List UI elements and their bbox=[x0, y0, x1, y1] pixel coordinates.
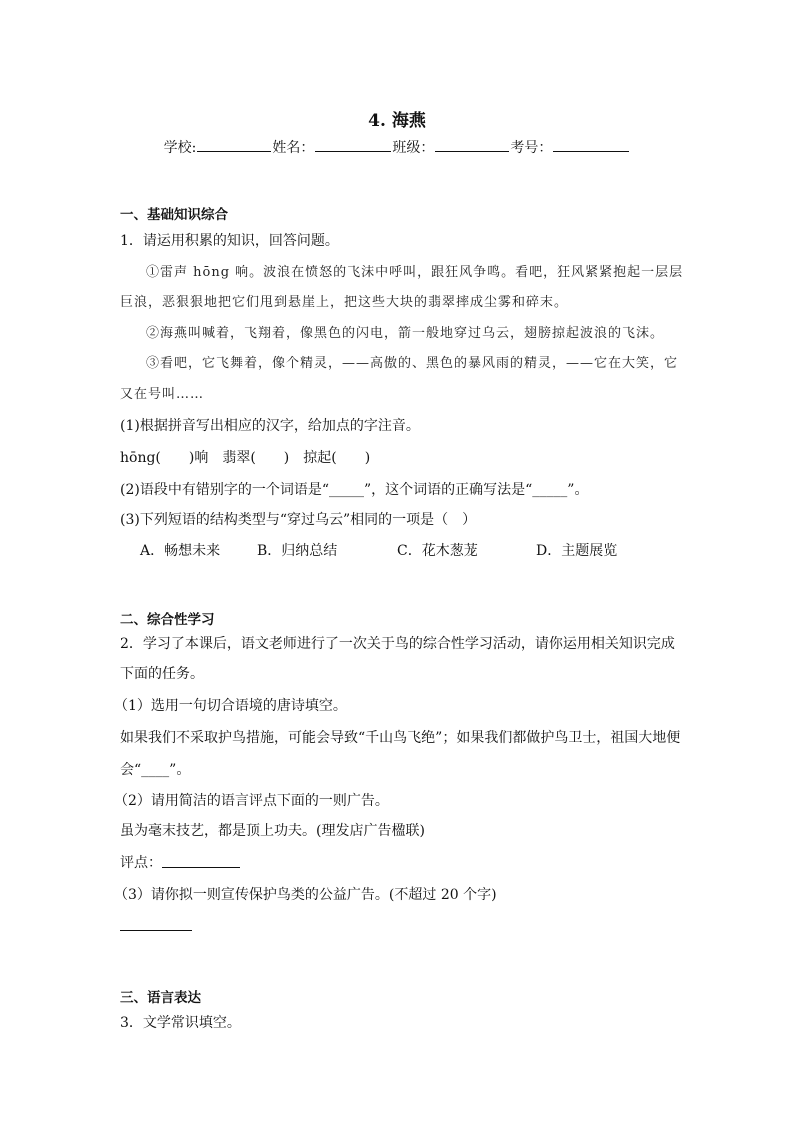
doc-title: 4. 海燕 bbox=[368, 111, 426, 131]
q1-prompt: 1．请运用积累的知识，回答问题。 bbox=[120, 233, 339, 249]
q1-passage-1-line-2: 巨浪，恶狠狠地把它们甩到悬崖上，把这些大块的翡翠摔成尘雾和碎末。 bbox=[120, 295, 569, 310]
q2-sub-2: （2）请用简洁的语言评点下面的一则广告。 bbox=[114, 793, 389, 809]
q1-passage-2: ②海燕叫喊着，飞翔着，像黑色的闪电，箭一般地穿过乌云，翅膀掠起波浪的飞沫。 bbox=[146, 326, 665, 341]
school-blank[interactable] bbox=[197, 137, 271, 152]
q3-prompt: 3．文学常识填空。 bbox=[120, 1015, 241, 1031]
section-3-heading: 三、语言表达 bbox=[120, 990, 201, 1006]
q1-passage-3-line-1: ③看吧，它飞舞着，像个精灵，——高傲的、黑色的暴风雨的精灵，——它在大笑，它 bbox=[146, 356, 679, 371]
q2-sub-1: （1）选用一句切合语境的唐诗填空。 bbox=[114, 698, 347, 714]
q2-sub-1-line-1: 如果我们不采取护鸟措施，可能会导致“千山鸟飞绝”；如果我们都做护鸟卫士，祖国大地便 bbox=[120, 730, 681, 746]
q1-passage-3-line-2: 又在号叫…… bbox=[120, 387, 205, 402]
q2-sub-3: （3）请你拟一则宣传保护鸟类的公益广告。(不超过 20 个字) bbox=[114, 887, 497, 903]
q1-sub-1: (1)根据拼音写出相应的汉字，给加点的字注音。 bbox=[120, 418, 420, 434]
q1-option-d[interactable]: D．主题展览 bbox=[536, 543, 618, 559]
q1-option-b[interactable]: B．归纳总结 bbox=[257, 543, 338, 559]
q2-line-2: 下面的任务。 bbox=[120, 666, 204, 682]
section-2-heading: 二、综合性学习 bbox=[120, 612, 215, 628]
name-blank[interactable] bbox=[315, 137, 391, 152]
q2-ad-text: 虽为毫末技艺，都是顶上功夫。(理发店广告楹联) bbox=[120, 823, 425, 839]
q2-comment-label: 评点： bbox=[120, 855, 162, 871]
q1-sub-3[interactable]: (3)下列短语的结构类型与“穿过乌云”相同的一项是（ ） bbox=[120, 512, 477, 528]
q1-sub-2[interactable]: (2)语段中有错别字的一个词语是“_____”，这个词语的正确写法是“_____”。 bbox=[120, 482, 589, 498]
exam-no-blank[interactable] bbox=[553, 137, 629, 152]
section-1-heading: 一、基础知识综合 bbox=[120, 207, 228, 223]
q2-line-1: 2．学习了本课后，语文老师进行了一次关于鸟的综合性学习活动，请你运用相关知识完成 bbox=[120, 636, 675, 652]
q1-sub-1-items[interactable]: hōng( )响 翡翠( ) 掠起( ) bbox=[120, 450, 371, 466]
q2-answer-blank[interactable] bbox=[120, 930, 192, 931]
name-label: 姓名： bbox=[272, 140, 315, 156]
class-label: 班级： bbox=[392, 140, 435, 156]
school-label: 学校: bbox=[163, 140, 197, 156]
q1-option-c[interactable]: C．花木葱茏 bbox=[397, 543, 478, 559]
student-info-row bbox=[0, 137, 794, 157]
exam-no-label: 考号： bbox=[510, 140, 553, 156]
q2-sub-1-line-2[interactable]: 会“____”。 bbox=[120, 762, 191, 778]
q1-passage-1-line-1: ①雷声 hōng 响。波浪在愤怒的飞沫中呼叫，跟狂风争鸣。看吧，狂风紧紧抱起一层层 bbox=[146, 265, 684, 280]
class-blank[interactable] bbox=[435, 137, 509, 152]
q1-option-a[interactable]: A．畅想未来 bbox=[140, 543, 221, 559]
q2-comment-blank[interactable] bbox=[162, 867, 240, 868]
